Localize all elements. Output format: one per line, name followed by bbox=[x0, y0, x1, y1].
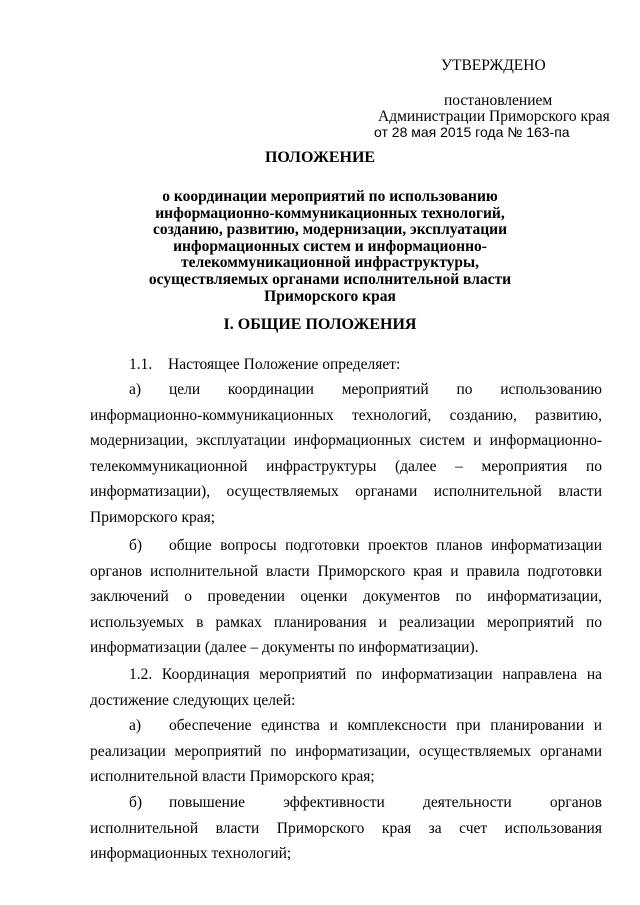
list-marker: б) bbox=[129, 794, 143, 811]
document-subtitle: о координации мероприятий по использованию информационно-коммуникационных технологий, созданию, развитию, модернизации, эксплуатации информационных систем и информационно-телекоммуникационной инфраструктуры, осуществляемых органами исполнительной власти Приморского края bbox=[148, 188, 512, 305]
paragraph bbox=[90, 662, 602, 713]
document-title: ПОЛОЖЕНИЕ bbox=[264, 149, 376, 166]
paragraph-text: Настоящее Положение определяет: bbox=[168, 356, 401, 373]
list-item bbox=[90, 533, 602, 661]
list-item bbox=[90, 377, 602, 531]
paragraph bbox=[90, 352, 602, 378]
paragraph-number: 1.1. bbox=[129, 356, 153, 373]
paragraph-text: 1.2. Координация мероприятий по информатизации направлена на достижение следующих целей: bbox=[90, 666, 602, 709]
list-marker: а) bbox=[129, 717, 142, 734]
approval-line: постановлением bbox=[444, 92, 553, 109]
approval-date-line: от 28 мая 2015 года № 163-па bbox=[374, 124, 570, 140]
list-item-text: обеспечение единства и комплексности при планировании и реализации мероприятий по информатизации, осуществляемых органами исполнительной власти Приморского края; bbox=[90, 717, 602, 786]
list-marker: а) bbox=[129, 381, 142, 398]
list-item bbox=[90, 790, 602, 867]
approval-line: Администрации Приморского края bbox=[378, 108, 610, 125]
approval-heading: УТВЕРЖДЕНО bbox=[441, 57, 546, 74]
list-item-text: цели координации мероприятий по использованию информационно-коммуникационных технологий, созданию, развитию, модернизации, эксплуатации информационных систем и информационно-телекоммуникационной инфраструктуры (далее – мероприятия по информатизации), осуществляемых органами исполнительной власти Приморского края; bbox=[90, 381, 602, 526]
section-heading: I. ОБЩИЕ ПОЛОЖЕНИЯ bbox=[223, 316, 417, 333]
list-item-text: повышение эффективности деятельности органов исполнительной власти Приморского края за счет использования информационных технологий; bbox=[90, 794, 602, 863]
list-item bbox=[90, 713, 602, 790]
list-marker: б) bbox=[129, 537, 143, 554]
list-item-text: общие вопросы подготовки проектов планов информатизации органов исполнительной власти Приморского края и правила подготовки заключений о проведении оценки документов по информатизации, используемых в рамках планирования и реализации мероприятий по информатизации (далее – документы по информатизации). bbox=[90, 537, 602, 657]
